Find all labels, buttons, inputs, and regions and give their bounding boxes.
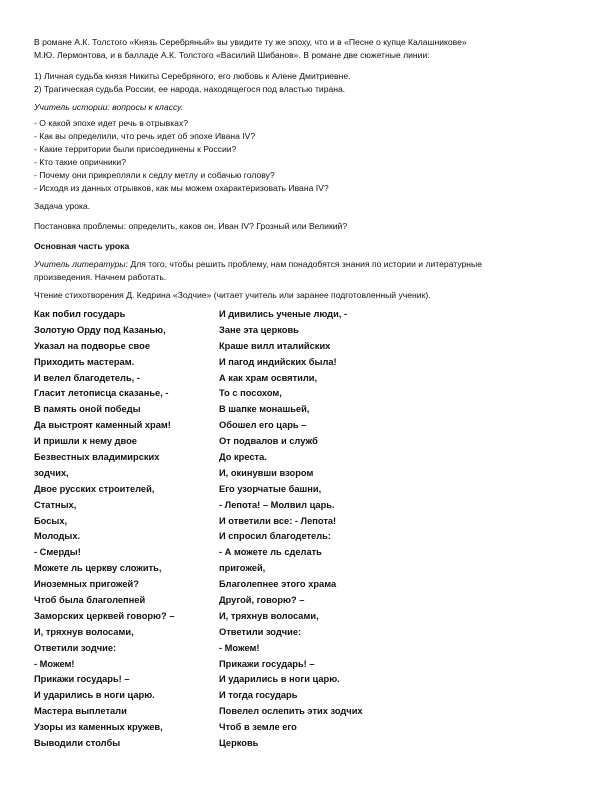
- poem-line: Прикажи государь! –: [219, 658, 315, 669]
- poem-line: И, тряхнув волосами,: [34, 626, 134, 637]
- poem-line: И ответили все: - Лепота!: [219, 515, 337, 526]
- poem-line: Церковь: [219, 738, 259, 749]
- history-teacher-heading: Учитель истории: вопросы к классу.: [34, 102, 184, 112]
- questions-list: [34, 117, 579, 195]
- question-item: - О какой эпохе идет речь в отрывках?: [34, 118, 189, 128]
- poem-line: Безвестных владимирских: [34, 452, 160, 463]
- reading-note: Чтение стихотворения Д. Кедрина «Зодчие» (читает учитель или заранее подготовленный ученик).: [34, 290, 431, 300]
- poem-line: зодчих,: [34, 467, 69, 478]
- poem-line: До креста.: [219, 452, 267, 463]
- poem-line: Чтоб была благолепней: [34, 595, 146, 606]
- poem-line: В память оной победы: [34, 404, 141, 415]
- poem-line: - Можем!: [219, 642, 260, 653]
- poem-line: - А можете ль сделать: [219, 547, 322, 558]
- poem-line: Да выстроят каменный храм!: [34, 420, 171, 431]
- poem-line: Приходить мастерам.: [34, 356, 135, 367]
- plotlines-list: [34, 70, 579, 96]
- poem-line: Молодых.: [34, 531, 81, 542]
- plotline-item: 1) Личная судьба князя Никиты Серебряного, его любовь к Алене Дмитриевне.: [34, 71, 351, 81]
- plotline-item: 2) Трагическая судьба России, ее народа, находящегося под властью тирана.: [34, 84, 346, 94]
- intro-line-1: В романе А.К. Толстого «Князь Серебряный» вы увидите ту же эпоху, что и в «Песне о купце Калашникове»: [34, 37, 467, 47]
- poem-line: И велел благодетель, -: [34, 372, 140, 383]
- poem-line: Обошел его царь –: [219, 420, 307, 431]
- poem-line: Узоры из каменных кружев,: [34, 722, 163, 733]
- question-item: - Исходя из данных отрывков, как мы можем охарактеризовать Ивана IV?: [34, 183, 329, 193]
- poem-line: Заморских церквей говорю? –: [34, 610, 175, 621]
- poem-line: Босых,: [34, 515, 68, 526]
- poem-line: Ответили зодчие:: [34, 642, 117, 653]
- poem-line: И пагод индийских была!: [219, 356, 337, 367]
- poem-line: И, тряхнув волосами,: [219, 610, 319, 621]
- question-item: - Как вы определили, что речь идет об эпохе Ивана IV?: [34, 131, 256, 141]
- poem-line: И ударились в ноги царю.: [219, 674, 340, 685]
- question-item: - Какие территории были присоединены к России?: [34, 144, 237, 154]
- problem-statement: Постановка проблемы: определить, каков он, Иван IV? Грозный или Великий?: [34, 221, 348, 231]
- literature-teacher-text: Для того, чтобы решить проблему, нам понадобятся знания по истории и литературные: [128, 259, 482, 269]
- poem-line: И, окинувши взором: [219, 467, 314, 478]
- question-item: - Почему они прикрепляли к седлу метлу и собачью голову?: [34, 170, 275, 180]
- poem-line: Золотую Орду под Казанью,: [34, 324, 166, 335]
- poem-line: Двое русских строителей,: [34, 483, 155, 494]
- poem-line: Чтоб в земле его: [219, 722, 297, 733]
- poem-line: Гласит летописца сказанье, -: [34, 388, 169, 399]
- poem-line: Прикажи государь! –: [34, 674, 130, 685]
- poem-line: Указал на подворье свое: [34, 340, 150, 351]
- poem-line: Благолепнее этого храма: [219, 579, 337, 590]
- lesson-task: Задача урока.: [34, 201, 91, 211]
- poem-line: пригожей,: [219, 563, 266, 574]
- poem-line: В шапке монашьей,: [219, 404, 310, 415]
- poem-line: - Смерды!: [34, 547, 81, 558]
- literature-teacher-line-2: произведения. Начнем работать.: [34, 272, 167, 282]
- poem-line: И ударились в ноги царю.: [34, 690, 155, 701]
- main-part-heading: Основная часть урока: [34, 241, 130, 251]
- poem-line: Ответили зодчие:: [219, 626, 302, 637]
- poem-line: Краше вилл италийских: [219, 340, 331, 351]
- poem-line: Повелел ослепить этих зодчих: [219, 706, 363, 717]
- poem-line: Выводили столбы: [34, 738, 121, 749]
- literature-teacher-line-1: [34, 258, 579, 271]
- poem-line: И тогда государь: [219, 690, 298, 701]
- poem-column-right: [219, 307, 399, 752]
- poem-line: А как храм освятили,: [219, 372, 318, 383]
- poem-line: Статных,: [34, 499, 77, 510]
- poem-line: Иноземных пригожей?: [34, 579, 139, 590]
- poem-line: Можете ль церкву сложить,: [34, 563, 162, 574]
- poem-line: И спросил благодетель:: [219, 531, 331, 542]
- poem-line: Зане эта церковь: [219, 324, 299, 335]
- literature-teacher-label: Учитель литературы:: [34, 259, 129, 269]
- poem-line: Его узорчатые башни,: [219, 483, 322, 494]
- poem-column-left: [34, 307, 214, 752]
- poem-line: То с посохом,: [219, 388, 282, 399]
- poem-line: Мастера выплетали: [34, 706, 127, 717]
- poem-line: Другой, говорю? –: [219, 595, 305, 606]
- poem-line: И дивились ученые люди, -: [219, 309, 348, 319]
- poem-line: От подвалов и служб: [219, 436, 318, 447]
- poem-line: - Можем!: [34, 658, 75, 669]
- intro-paragraph: [34, 36, 579, 62]
- poem-line: И пришли к нему двое: [34, 436, 137, 447]
- literature-teacher-paragraph: [34, 258, 579, 284]
- question-item: - Кто такие опричники?: [34, 157, 126, 167]
- poem-line: - Лепота! – Молвил царь.: [219, 499, 335, 510]
- intro-line-2: М.Ю. Лермонтова, и в балладе А.К. Толстого «Василий Шибанов». В романе две сюжетные линии:: [34, 50, 430, 60]
- poem-line: Как побил государь: [34, 309, 126, 319]
